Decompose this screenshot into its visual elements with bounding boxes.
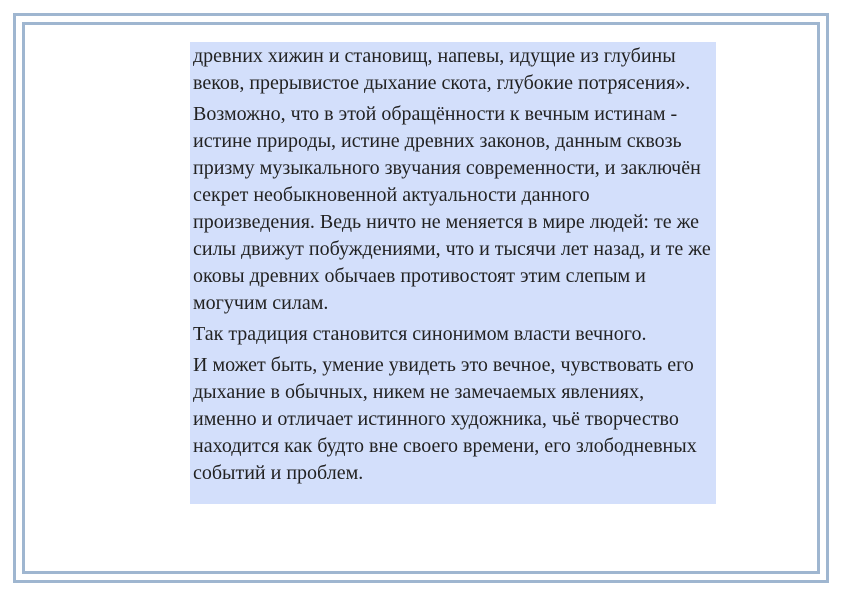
paragraph: Возможно, что в этой обращённости к вечным истинам - истине природы, истине древних законов, данным сквозь призму музыкального звучания современности, и заключён секрет необыкновенной актуальности данного произведения. Ведь ничто не меняется в мире людей: те же силы движут побуждениями, что и тысячи лет назад, и те же оковы древних обычаев противостоят этим слепым и могучим силам. xyxy=(193,103,711,314)
paragraph: древних хижин и становищ, напевы, идущие из глубины веков, прерывистое дыхание скота, глубокие потрясения». xyxy=(193,45,691,94)
text-block xyxy=(190,42,716,504)
paragraph: Так традиция становится синонимом власти вечного. xyxy=(193,323,647,345)
paragraph: И может быть, умение увидеть это вечное, чувствовать его дыхание в обычных, никем не замечаемых явлениях, именно и отличает истинного художника, чьё творчество находится как будто вне своего времени, его злободневных событий и проблем. xyxy=(193,354,697,484)
